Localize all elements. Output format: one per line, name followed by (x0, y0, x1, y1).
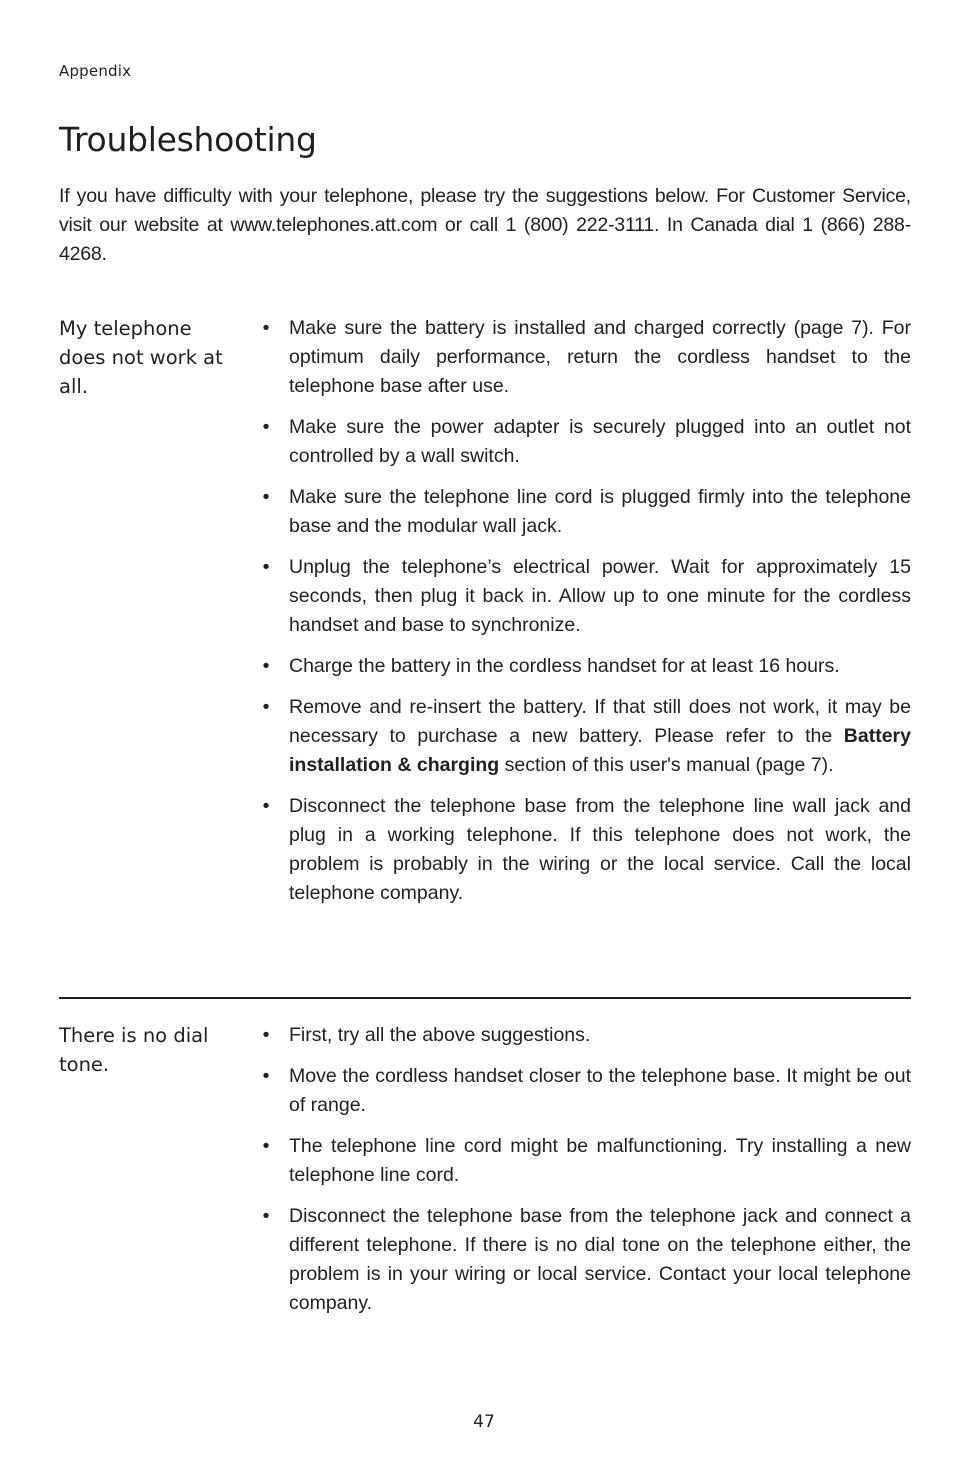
solution-item (259, 413, 911, 471)
page-number: 47 (473, 1412, 495, 1432)
bullet-icon: • (262, 416, 270, 438)
solution-item (259, 652, 911, 681)
section-label: Appendix (59, 62, 132, 80)
battery-installation-reference: Battery installation & charging (289, 725, 911, 776)
solution-text: First, try all the above suggestions. (289, 1024, 591, 1046)
solution-item (259, 1202, 911, 1318)
bullet-icon: • (262, 655, 270, 677)
solution-text: Disconnect the telephone base from the telephone jack and connect a different telephone. If there is no dial tone on the telephone either, the problem is in your wiring or local service. Contact your local telephone company. (289, 1205, 911, 1314)
page-title: Troubleshooting (59, 120, 317, 159)
solution-item (259, 314, 911, 401)
solution-item (259, 792, 911, 908)
solution-text: Disconnect the telephone base from the telephone line wall jack and plug in a working telephone. If this telephone does not work, the problem is probably in the wiring or the local service. Call the local telephone company. (289, 795, 911, 904)
intro-paragraph: If you have difficulty with your telephone, please try the suggestions below. For Customer Service, visit our website at www.telephones.att.com or call 1 (800) 222-3111. In Canada dial 1 (866) 288-4268. (59, 185, 911, 265)
solution-item (259, 483, 911, 541)
solution-list (259, 1021, 911, 1330)
solution-item (259, 693, 911, 780)
bullet-icon: • (262, 486, 270, 508)
bullet-icon: • (262, 1024, 270, 1046)
bullet-icon: • (262, 696, 270, 718)
solution-item (259, 553, 911, 640)
solution-text: Make sure the power adapter is securely plugged into an outlet not controlled by a wall switch. (289, 416, 911, 467)
bullet-icon: • (262, 1135, 270, 1157)
solution-text: The telephone line cord might be malfunctioning. Try installing a new telephone line cord. (289, 1135, 911, 1186)
bullet-icon: • (262, 556, 270, 578)
solution-text: Unplug the telephone’s electrical power. Wait for approximately 15 seconds, then plug it back in. Allow up to one minute for the cordless handset and base to synchronize. (289, 556, 911, 636)
solution-text: Move the cordless handset closer to the telephone base. It might be out of range. (289, 1065, 911, 1116)
bullet-icon: • (262, 317, 270, 339)
solution-item (259, 1021, 911, 1050)
solution-text-before: Remove and re-insert the battery. If that still does not work, it may be necessary to purchase a new battery. Please refer to the (289, 696, 911, 747)
solution-text: Make sure the telephone line cord is plugged firmly into the telephone base and the modular wall jack. (289, 486, 911, 537)
solution-text: Make sure the battery is installed and charged correctly (page 7). For optimum daily performance, return the cordless handset to the telephone base after use. (289, 317, 911, 397)
solution-list (259, 314, 911, 920)
problem-label: There is no dial tone. (59, 1024, 209, 1076)
solution-item (259, 1062, 911, 1120)
section-divider (59, 997, 911, 999)
bullet-icon: • (262, 1205, 270, 1227)
bullet-icon: • (262, 795, 270, 817)
solution-item (259, 1132, 911, 1190)
problem-label: My telephone does not work at all. (59, 317, 223, 398)
solution-text-after: section of this user's manual (page 7). (499, 754, 834, 776)
bullet-icon: • (262, 1065, 270, 1087)
solution-text: Charge the battery in the cordless handset for at least 16 hours. (289, 655, 840, 677)
